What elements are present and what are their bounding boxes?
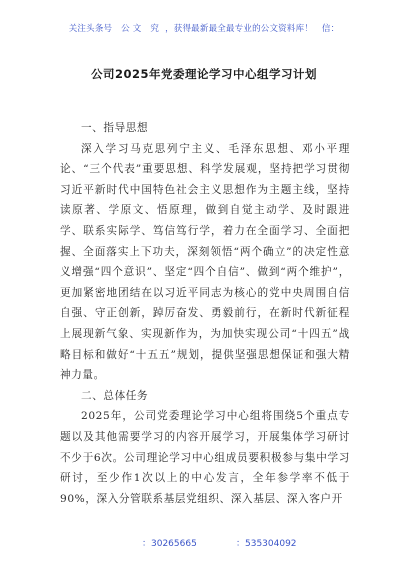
section1-heading: 一、指导思想 <box>81 122 149 134</box>
section2-heading: 二、总体任务 <box>81 389 149 402</box>
footer-contact-left: ：30265665 <box>142 539 197 549</box>
banner-text-5: 信： <box>321 24 340 34</box>
section2-paragraph: 2025年，公司党委理论学习中心组将围绕5个重点专题以及其他需要学习的内容开展学习，开展集体学习研讨不少于6次。公司理论学习中心组成员要积极参与集中学习研讨，至少作1次以上的中心发言，全年参学率不低于90%，深入分管联系基层党组织、深入基层、深入客户开 <box>60 410 350 505</box>
document-body <box>60 118 350 509</box>
footer-contact-right: ：535304092 <box>236 539 297 549</box>
banner-text-1: 关注头条号 <box>68 24 113 34</box>
banner-text-4: ，获得最新最全最专业的公文资料库！ <box>165 24 313 34</box>
top-banner[interactable] <box>0 22 408 34</box>
banner-text-2: 公 文 <box>121 24 142 34</box>
banner-text-3: 究 <box>150 24 160 34</box>
section1-paragraph: 深入学习马克思列宁主义、毛泽东思想、邓小平理论、“三个代表”重要思想、科学发展观，坚持把学习贯彻习近平新时代中国特色社会主义思想作为主题主线，坚持读原著、学原文、悟原理，做到自觉主动学、及时跟进学、联系实际学、笃信笃行学，着力在全面学习、全面把握、全面落实上下功夫，深刻领悟“两个确立”的决定性意义增强“四个意识”、坚定“四个自信”、做到“两个维护”，更加紧密地团结在以习近平同志为核心的党中央周围自信自强、守正创新，踔厉奋发、勇毅前行，在新时代新征程上展现新气象、实现新作为，为加快实现公司“十四五”战略目标和做好“十五五”规划，提供坚强思想保证和强大精神力量。 <box>60 142 350 382</box>
document-title: 公司2025年党委理论学习中心组学习计划 <box>90 67 317 81</box>
